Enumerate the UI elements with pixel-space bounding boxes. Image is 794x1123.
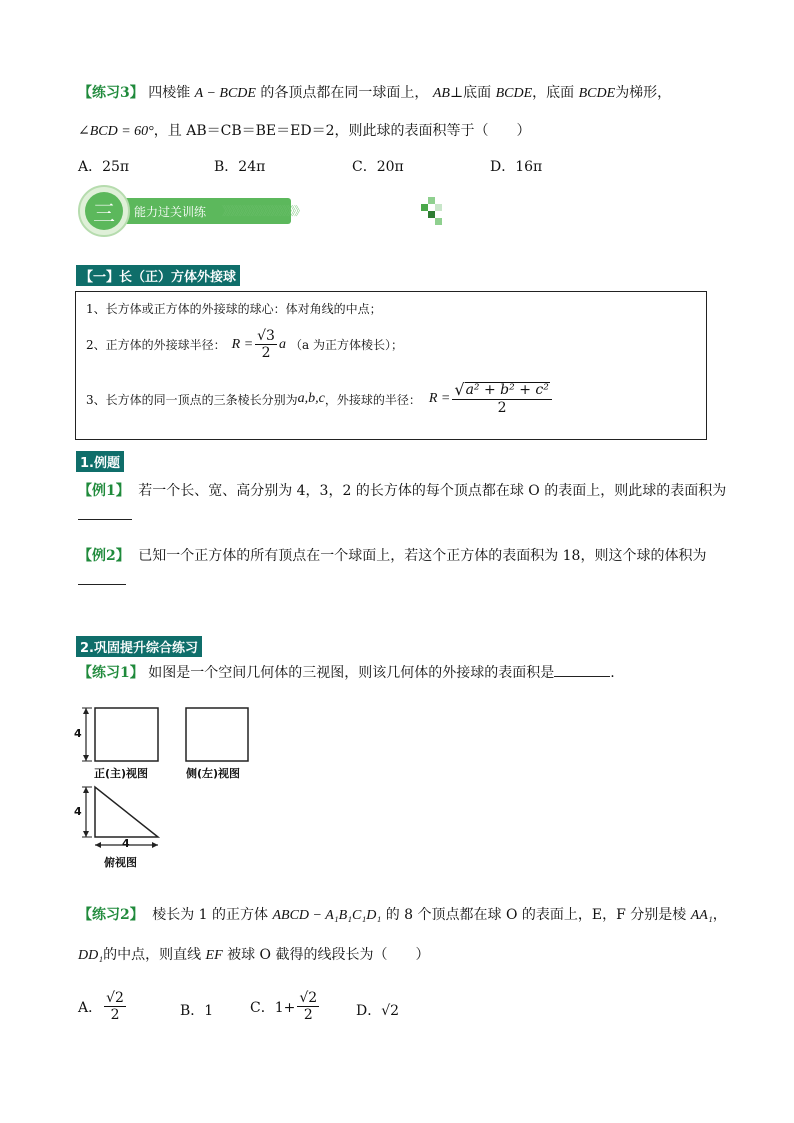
text: 的中点，则直线 (103, 947, 202, 963)
three-view-figure (70, 700, 270, 870)
math: a (278, 336, 286, 352)
text: 四棱锥 (148, 85, 191, 101)
choice-letter: C．1+ (250, 999, 296, 1016)
fraction (255, 328, 277, 361)
banner-title: 能力过关训练 (134, 205, 207, 219)
section-banner (76, 184, 456, 240)
text: 如图是一个空间几何体的三视图，则该几何体的外接球的表面积是 (148, 665, 555, 681)
choice-letter: A． (78, 999, 103, 1016)
practice1 (78, 662, 615, 682)
exercise3-line2 (78, 120, 531, 140)
text: 为梯形， (615, 85, 672, 101)
numerator (452, 382, 551, 400)
front-view-caption: 正(主)视图 (94, 767, 149, 780)
numerator: √2 (106, 990, 124, 1006)
practice2-line1 (78, 904, 727, 924)
denominator: 2 (261, 345, 271, 362)
example2-answer-blank[interactable] (78, 584, 126, 585)
front-view-dim-label: 4 (74, 727, 82, 740)
math: EF (205, 948, 223, 963)
exercise3-choice-b: B．24π (214, 159, 266, 175)
side-view-caption: 侧(左)视图 (186, 767, 241, 780)
exercise3-choice-a: A．25π (78, 159, 130, 175)
text: 被球 O 截得的线段长为（ ） (227, 947, 430, 963)
math: a,b,c (297, 391, 325, 407)
practice1-answer-blank[interactable] (554, 676, 610, 677)
denominator: 2 (110, 1007, 120, 1024)
math: BCDE (495, 86, 533, 101)
fraction (297, 990, 319, 1023)
exercise3-tag: 【练习3】 (78, 85, 144, 101)
formula-item-1: 1、长方体或正方体的外接球的球心：体对角线的中点； (86, 302, 382, 316)
math: AB (432, 86, 450, 101)
denominator: 2 (303, 1007, 313, 1024)
math: ABCD − A₁B₁C₁D₁ (272, 908, 382, 923)
text: 的各顶点都在同一球面上， (260, 85, 429, 101)
numerator: √3 (257, 328, 275, 344)
denominator: 2 (497, 400, 507, 417)
text: （a 为正方体棱长）； (289, 338, 403, 353)
math: R = (428, 391, 451, 407)
formula-item-3 (86, 382, 554, 416)
practice2-choice-d: D．√2 (356, 1003, 400, 1019)
text: ，且 AB＝CB＝BE＝ED＝2，则此球的表面积等于（ ） (153, 123, 531, 139)
text: 若一个长、宽、高分别为 4，3，2 的长方体的每个顶点都在球 O 的表面上，则此球的表面积为 (138, 483, 727, 499)
practice1-tag: 【练习1】 (78, 665, 144, 681)
text: . (610, 665, 615, 681)
example1-tag: 【例1】 (78, 483, 130, 499)
three-view-drawing (70, 700, 270, 870)
formula-item-2 (86, 328, 403, 361)
math: BCDE (578, 86, 616, 101)
math: AA₁ (690, 908, 713, 923)
math: A − BCDE (194, 86, 256, 101)
example1-answer-blank[interactable] (78, 519, 132, 520)
top-view-caption: 俯视图 (104, 856, 137, 869)
math: ∠BCD = 60° (78, 124, 154, 139)
examples-heading: 1.例题 (76, 451, 124, 472)
example2 (78, 545, 706, 565)
practice-heading: 2.巩固提升综合练习 (76, 636, 202, 657)
text: 已知一个正方体的所有顶点在一个球面上，若这个正方体的表面积为 18，则这个球的体积为 (138, 548, 707, 564)
practice2-line2 (78, 944, 430, 964)
fraction (452, 382, 551, 416)
text: ⊥底面 (449, 85, 492, 101)
radicand: a² + b² + c² (465, 382, 549, 398)
text: ，外接球的半径： (324, 392, 421, 407)
example1 (78, 480, 726, 500)
banner-chevrons: 》》》》》》》》》》》》》》》》》》》 (222, 204, 305, 218)
practice2-choice-a (78, 990, 128, 1023)
numerator: √2 (299, 990, 318, 1006)
exercise3-choice-c: C．20π (352, 159, 404, 175)
exercise3-choice-d: D．16π (490, 159, 543, 175)
practice2-choice-c (250, 990, 321, 1023)
text: 的 8 个顶点都在球 O 的表面上，E，F 分别是棱 (385, 907, 687, 923)
exercise3-line1 (78, 82, 671, 102)
top-view-dim-label-vertical: 4 (74, 805, 82, 818)
section-title: 【一】长（正）方体外接球 (76, 265, 240, 286)
example2-tag: 【例2】 (78, 548, 130, 564)
text: ， (712, 907, 727, 923)
text: 棱长为 1 的正方体 (152, 907, 269, 923)
banner-numeral: 三 (93, 202, 116, 227)
math: R = (231, 336, 254, 352)
text: 2、正方体的外接球半径： (86, 338, 226, 353)
text: ，底面 (532, 85, 575, 101)
fraction (104, 990, 126, 1023)
practice2-choice-b: B．1 (180, 1003, 214, 1019)
text: 3、长方体的同一顶点的三条棱长分别为 (86, 392, 298, 407)
math: DD₁ (78, 948, 104, 963)
radical: √ (454, 380, 465, 399)
sqrt (454, 382, 549, 398)
top-view-dim-label-horizontal: 4 (122, 837, 130, 850)
practice2-tag: 【练习2】 (78, 907, 144, 923)
